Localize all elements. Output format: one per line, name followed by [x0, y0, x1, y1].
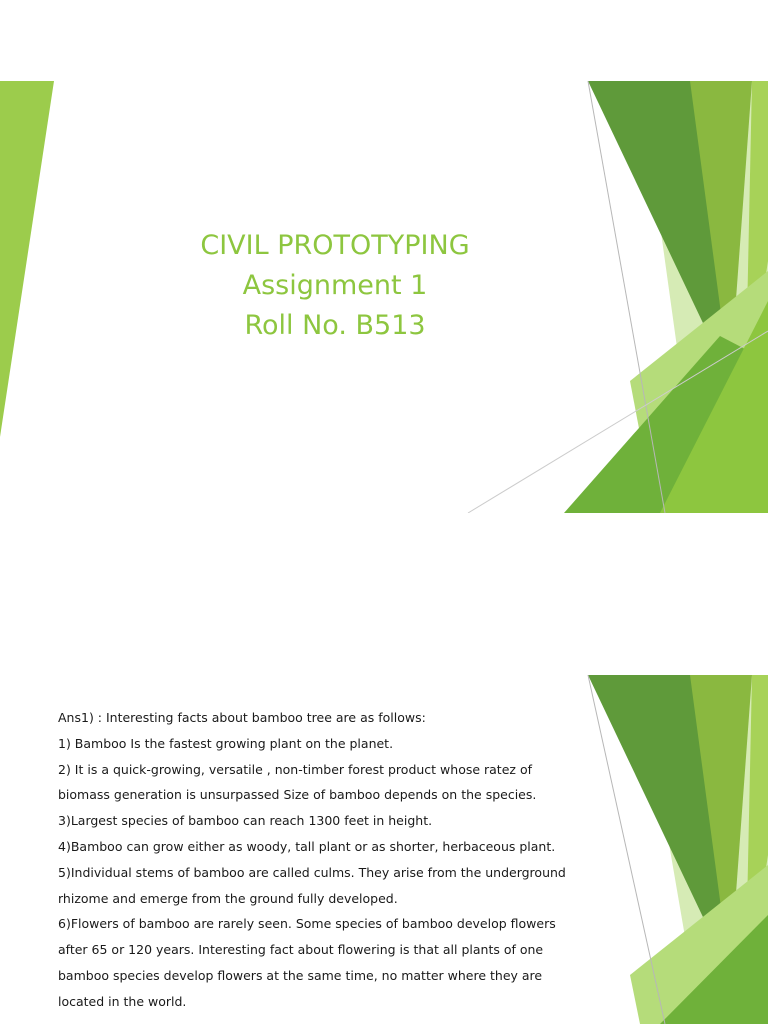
body-line: 3)Largest species of bamboo can reach 1300 feet in height. [58, 813, 433, 829]
body-line: 6)Flowers of bamboo are rarely seen. Some species of bamboo develop flowers [58, 916, 556, 932]
title-line-3: Roll No. B513 [244, 310, 426, 341]
slide-title [110, 226, 560, 346]
body-line: 2) It is a quick-growing, versatile , non-timber forest product whose ratez of [58, 761, 532, 777]
body-line: bamboo species develop flowers at the same time, no matter where they are [58, 967, 543, 983]
body-line: rhizome and emerge from the ground fully developed. [58, 890, 398, 906]
body-line: 1) Bamboo Is the fastest growing plant on the planet. [58, 735, 394, 751]
title-slide [0, 81, 768, 513]
body-line: located in the world. [58, 993, 187, 1009]
body-line: biomass generation is unsurpassed Size of bamboo depends on the species. [58, 787, 537, 803]
body-line: 4)Bamboo can grow either as woody, tall plant or as shorter, herbaceous plant. [58, 838, 556, 854]
left-green-wedge [0, 81, 54, 437]
content-slide [0, 675, 768, 1024]
title-line-2: Assignment 1 [242, 270, 428, 301]
body-text [58, 705, 598, 1015]
body-line: 5)Individual stems of bamboo are called culms. They arise from the underground [58, 864, 566, 880]
body-line: Ans1) : Interesting facts about bamboo tree are as follows: [58, 710, 426, 725]
body-line: after 65 or 120 years. Interesting fact about flowering is that all plants of one [58, 942, 544, 958]
title-line-1: CIVIL PROTOTYPING [200, 230, 470, 261]
